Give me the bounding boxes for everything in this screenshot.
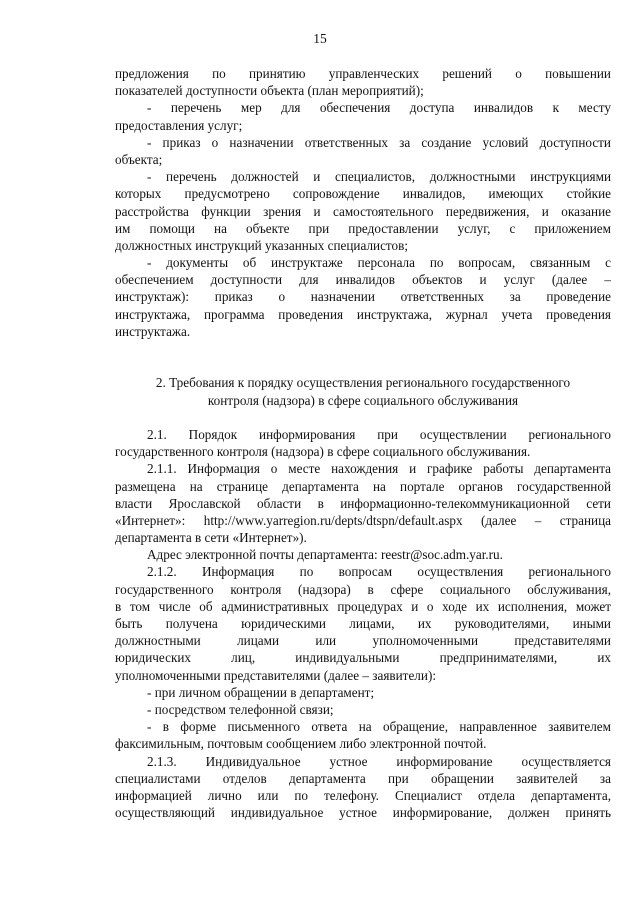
paragraph-line: предложения по принятию управленческих решений о повышении [115,66,611,81]
paragraph-line: - перечень должностей и специалистов, должностными инструкциями [147,169,611,185]
paragraph-line: государственного контроля (надзора) в сфере социального обслуживания, [115,581,611,597]
paragraph-line: им помощи на объекте при предоставлении услуг, с приложением [115,220,611,236]
paragraph-line: в том числе об административных процедурах и о ходе их исполнения, может [115,598,611,614]
paragraph-line: государственного контроля (надзора) в сфере социального обслуживания. [115,444,531,460]
paragraph-line: объекта; [115,151,163,167]
paragraph-line: показателей доступности объекта (план мероприятий); [115,83,424,99]
paragraph-line: Адрес электронной почты департамента: reestr@soc.adm.yar.ru. [147,547,503,563]
paragraph-line: размещена на странице департамента на портале органов государственной [115,478,611,494]
section-heading-line: контроля (надзора) в сфере социального обслуживания [207,392,519,408]
section-heading-line: 2. Требования к порядку осуществления регионального государственного [155,375,571,391]
paragraph-line: информацией лично или по телефону. Специалист отдела департамента, [115,787,611,803]
paragraph-line: 2.1.1. Информация о месте нахождения и графике работы департамента [147,461,611,477]
text-block-informing-procedure [115,426,611,821]
text-block-accessibility-documents [115,65,611,340]
paragraph-line: - в форме письменного ответа на обращение, направленное заявителем [147,719,611,735]
page-number: 15 [313,31,327,46]
paragraph-line: - при личном обращении в департамент; [147,684,375,700]
paragraph-line: уполномоченными представителями (далее – заявители): [115,667,436,683]
paragraph-line: инструктажа, программа проведения инструктажа, журнал учета проведения [115,306,611,322]
paragraph-line: должностными лицами или уполномоченными представителями [115,633,611,649]
paragraph-line: - приказ о назначении ответственных за создание условий доступности [147,134,611,150]
paragraph-line: инструктажа. [115,323,191,339]
paragraph-line: факсимильным, почтовым сообщением либо электронной почтой. [115,736,487,752]
paragraph-line: быть получена юридическими лицами, их руководителями, иными [115,616,611,632]
paragraph-line: власти Ярославской области в информационно-телекоммуникационной сети [115,495,611,511]
paragraph-line: специалистами отделов департамента при обращении заявителей за [115,770,611,786]
paragraph-line: инструктаж): приказ о назначении ответственных за проведение [115,289,611,305]
section-heading [115,374,611,408]
paragraph-line: обеспечением доступности для инвалидов объектов и услуг (далее – [115,272,611,288]
paragraph-line: 2.1.3. Индивидуальное устное информирование осуществляется [147,753,611,769]
page-content [115,65,611,821]
paragraph-line: осуществляющий индивидуальное устное информирование, должен принять [115,805,611,821]
paragraph-line: предоставления услуг; [115,117,243,133]
paragraph-line: - документы об инструктаже персонала по вопросам, связанным с [147,255,611,271]
paragraph-line: - перечень мер для обеспечения доступа инвалидов к месту [147,100,611,116]
paragraph-line: 2.1. Порядок информирования при осуществлении регионального [147,426,611,442]
paragraph-line: должностных инструкций указанных специалистов; [115,237,409,253]
paragraph-line: 2.1.2. Информация по вопросам осуществления регионального [147,564,611,580]
paragraph-line: которых предусмотрено сопровождение инвалидов, имеющих стойкие [115,186,611,202]
paragraph-line: юридических лиц, индивидуальными предпринимателями, их [115,650,611,666]
paragraph-line: расстройства функции зрения и самостоятельного передвижения, и оказание [115,203,611,219]
paragraph-line: - посредством телефонной связи; [147,701,334,717]
paragraph-line: «Интернет»: http://www.yarregion.ru/depts/dtspn/default.aspx (далее – страница [115,512,611,528]
paragraph-line: департамента в сети «Интернет»). [115,530,307,546]
